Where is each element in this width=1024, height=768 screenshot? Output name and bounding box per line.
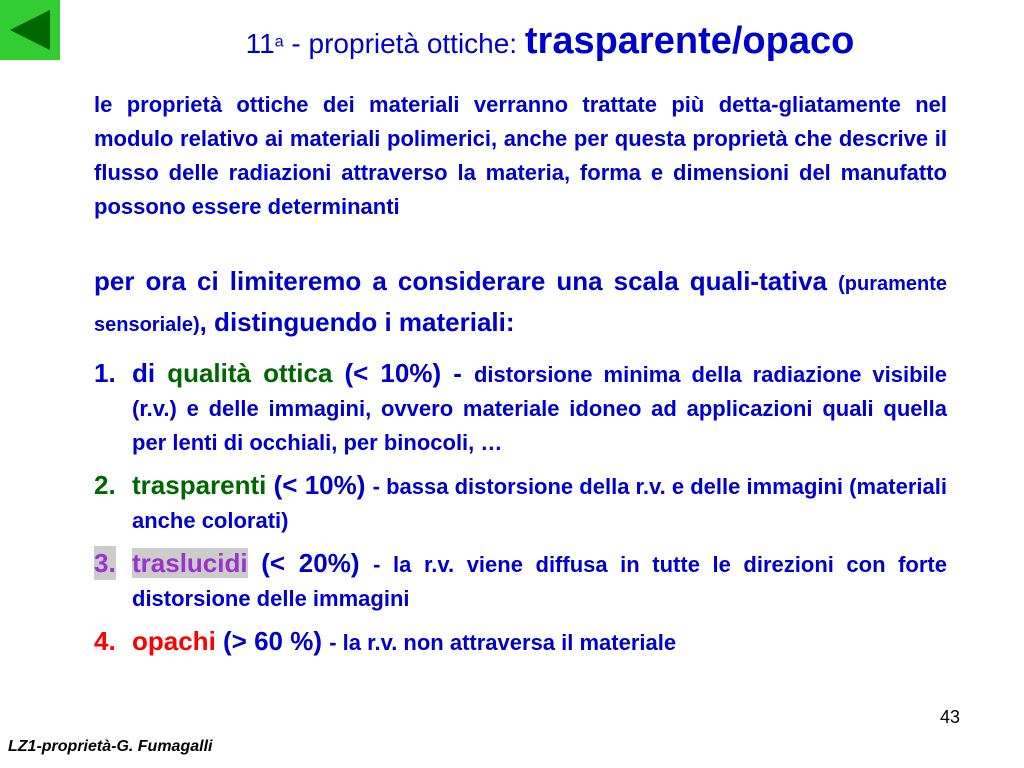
- item-term: qualità ottica: [167, 358, 333, 388]
- item-condition: (< 10%): [266, 470, 373, 500]
- item-number: 2.: [94, 470, 116, 500]
- item-description: - bassa distorsione della r.v. e delle immagini (materiali anche colorati): [132, 474, 947, 533]
- item-description: - la r.v. non attraversa il materiale: [329, 630, 677, 655]
- item-term: trasparenti: [132, 470, 267, 500]
- back-button[interactable]: [0, 0, 60, 60]
- slide-title: [140, 20, 960, 63]
- title-separator: - proprietà ottiche:: [283, 28, 525, 59]
- list-item: [94, 356, 947, 460]
- page-number: 43: [939, 707, 960, 727]
- item-condition: (> 60 %): [215, 626, 330, 656]
- title-superscript: a: [274, 33, 284, 51]
- item-number: 4.: [94, 626, 116, 656]
- item-number: 1.: [94, 358, 116, 388]
- triangle-left-icon: [8, 8, 52, 52]
- title-number: 11: [245, 28, 275, 59]
- item-term: traslucidi: [132, 548, 248, 578]
- footer-credit: LZ1-proprietà-G. Fumagalli: [8, 738, 213, 755]
- item-description: distorsione minima della radiazione visibile (r.v.) e delle immagini, ovvero materiale idoneo ad applicazioni quali quella per lenti di occhiali, per binocoli, …: [132, 362, 947, 455]
- limit-part1: per ora ci limiteremo a considerare una scala quali-tativa: [94, 266, 839, 296]
- item-condition: (< 10%) -: [332, 358, 474, 388]
- list-item: [94, 468, 947, 538]
- list-item: [94, 546, 947, 616]
- title-emphasis: trasparente/opaco: [524, 20, 855, 62]
- limit-part2: , distinguendo i materiali:: [199, 307, 515, 337]
- limit-paragraph: [94, 262, 947, 344]
- intro-paragraph: le proprietà ottiche dei materiali verranno trattate più detta-gliatamente nel modulo relativo ai materiali polimerici, anche per questa proprietà che descrive il flusso delle radiazioni attraverso la materia, forma e dimensioni del manufatto possono essere determinanti: [94, 92, 947, 219]
- item-term: opachi: [132, 626, 216, 656]
- item-condition: (< 20%): [247, 548, 374, 578]
- limit-small: (puramente sensoriale): [94, 273, 947, 336]
- item-description: - la r.v. viene diffusa in tutte le direzioni con forte distorsione delle immagini: [132, 552, 947, 611]
- item-number: 3.: [94, 548, 116, 578]
- material-list: [94, 356, 947, 668]
- list-item: [94, 624, 947, 660]
- item-prefix: di: [132, 358, 168, 388]
